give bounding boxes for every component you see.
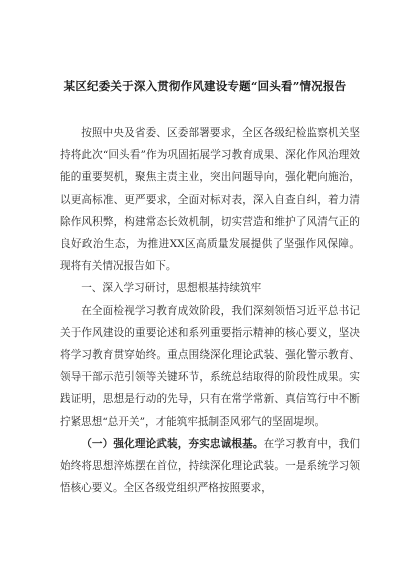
section1-paragraph-1: 在全面检视学习教育成效阶段，我们深刻领悟习近平总书记关于作风建设的重要论述和系列重要指示精神的核心要义，坚决将学习教育贯穿始终。重点围绕深化理论武装、强化警示教育、领导干部示范引领等关键环节，系统总结取得的阶段性成果。实践证明，思想是行动的先导，只有在常学常新、真信笃行中不断拧紧思想“总开关”，才能筑牢抵制歪风邪气的坚固堤坝。	[60, 304, 360, 428]
section-heading-1: 一、深入学习研讨，思想根基持续筑牢	[81, 282, 262, 295]
subsection-heading: （一）强化理论武装，夯实忠诚根基。	[81, 437, 264, 450]
document-body	[60, 122, 360, 499]
document-title: 某区纪委关于深入贯彻作风建设专题“回头看”情况报告	[63, 79, 347, 93]
intro-paragraph: 按照中央及省委、区委部署要求，全区各级纪检监察机关坚持将此次“回头看”作为巩固拓展学习教育成果、深化作风治理效能的重要契机，聚焦主责主业，突出问题导向，强化靶向施治，以更高标准、更严要求，全面对标对表，深入自查自纠，着力清除作风积弊，构建常态长效机制，切实营造和维护了风清气正的良好政治生态，为推进XX区高质量发展提供了坚强作风保障。现将有关情况报告如下。	[60, 127, 360, 273]
subsection-text: 在学习教育中，我们始终将思想淬炼摆在首位，持续深化理论武装。一是系统学习领悟核心要义。全区各级党组织严格按照要求，	[60, 437, 361, 495]
section1-subsection-1	[60, 433, 360, 500]
